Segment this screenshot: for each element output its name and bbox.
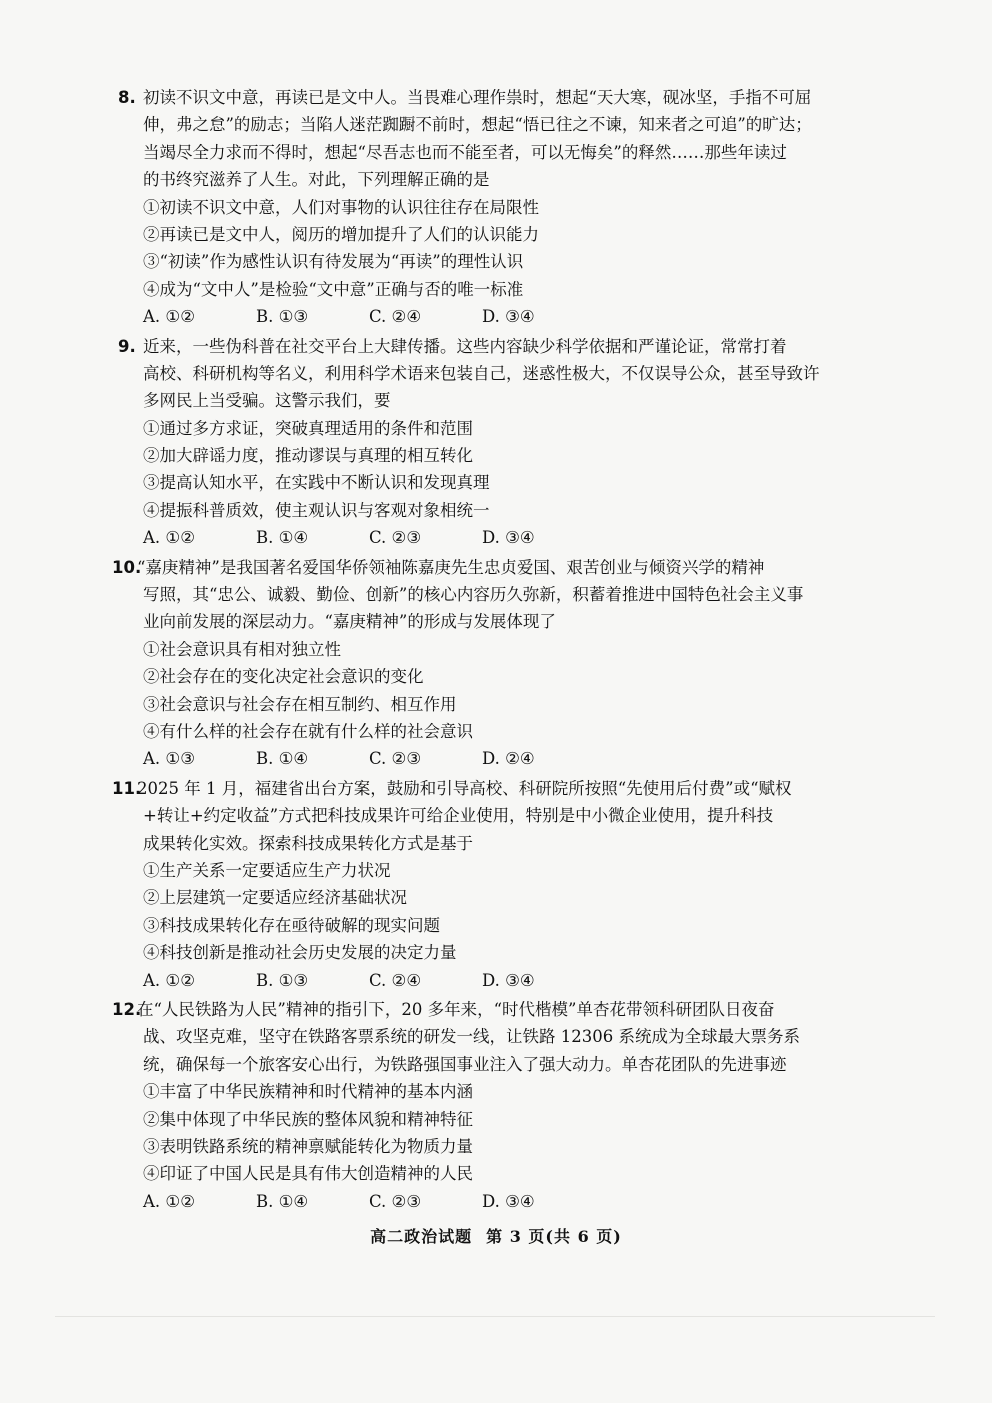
exam-title: 高二政治试题: [370, 1227, 473, 1246]
statement-option: ②社会存在的变化决定社会意识的变化: [143, 667, 424, 687]
question-number: 9.: [118, 336, 136, 356]
question-stem-line: 高校、科研机构等名义，利用科学术语来包装自己，迷惑性极大，不仅误导公众，甚至导致许: [143, 363, 820, 383]
choice-d: D. ②④: [482, 749, 535, 769]
statement-option: ③提高认知水平，在实践中不断认识和发现真理: [143, 473, 490, 493]
statement-option: ④科技创新是推动社会历史发展的决定力量: [143, 943, 457, 963]
question-9: [118, 333, 868, 552]
statement-option: ①初读不识文中意，人们对事物的认识往往存在局限性: [143, 197, 539, 217]
statement-option: ①通过多方求证，突破真理适用的条件和范围: [143, 418, 473, 438]
choice-c: C. ②④: [369, 307, 422, 327]
question-stem-line: 统，确保每一个旅客安心出行，为铁路强国事业注入了强大动力。单杏花团队的先进事迹: [143, 1054, 787, 1074]
statement-option: ③科技成果转化存在亟待破解的现实问题: [143, 915, 440, 935]
question-number: 11.: [112, 778, 142, 798]
question-10: [112, 554, 868, 773]
choice-a: A. ①③: [143, 749, 195, 769]
answer-choices: [118, 1188, 868, 1215]
question-stem-line: 在“人民铁路为人民”精神的指引下，20 多年来，“时代楷模”单杏花带领科研团队日夜奋: [137, 999, 775, 1019]
choice-d: D. ③④: [482, 970, 535, 990]
statement-option: ④成为“文中人”是检验“文中意”正确与否的唯一标准: [143, 279, 524, 299]
choice-a: A. ①②: [143, 1191, 195, 1211]
choice-a: A. ①②: [143, 528, 195, 548]
page-number: 第 3 页(共 6 页): [486, 1227, 622, 1246]
question-stem-line: 的书终究滋养了人生。对此，下列理解正确的是: [143, 170, 490, 190]
statement-option: ③社会意识与社会存在相互制约、相互作用: [143, 694, 457, 714]
question-number: 12.: [112, 999, 142, 1019]
question-stem-line: “嘉庚精神”是我国著名爱国华侨领袖陈嘉庚先生忠贞爱国、艰苦创业与倾资兴学的精神: [137, 557, 765, 577]
question-11: [112, 775, 868, 994]
choice-d: D. ③④: [482, 528, 535, 548]
statement-option: ④有什么样的社会存在就有什么样的社会意识: [143, 722, 473, 742]
question-stem-line: 战、攻坚克难，坚守在铁路客票系统的研发一线，让铁路 12306 系统成为全球最大票务系: [143, 1027, 800, 1047]
question-stem-line: 2025 年 1 月，福建省出台方案，鼓励和引导高校、科研院所按照“先使用后付费”或“赋权: [137, 778, 792, 798]
statement-option: ②集中体现了中华民族的整体风貌和精神特征: [143, 1109, 473, 1129]
statement-option: ①社会意识具有相对独立性: [143, 639, 341, 659]
statement-option: ④印证了中国人民是具有伟大创造精神的人民: [143, 1164, 473, 1184]
choice-c: C. ②④: [369, 970, 422, 990]
question-12: [112, 996, 868, 1215]
statement-option: ③“初读”作为感性认识有待发展为“再读”的理性认识: [143, 252, 524, 272]
statement-option: ③表明铁路系统的精神禀赋能转化为物质力量: [143, 1136, 473, 1156]
question-stem-line: 写照，其“忠公、诚毅、勤俭、创新”的核心内容历久弥新，积蓄着推进中国特色社会主义事: [143, 585, 804, 605]
answer-choices: [118, 967, 868, 994]
choice-b: B. ①④: [256, 749, 309, 769]
choice-b: B. ①④: [256, 1191, 309, 1211]
statement-option: ②再读已是文中人，阅历的增加提升了人们的认识能力: [143, 224, 539, 244]
question-stem-line: 业向前发展的深层动力。“嘉庚精神”的形成与发展体现了: [143, 612, 556, 632]
question-list: [112, 84, 868, 1217]
question-8: [118, 84, 868, 331]
question-stem-line: 近来，一些伪科普在社交平台上大肆传播。这些内容缺少科学依据和严谨论证，常常打着: [143, 336, 787, 356]
choice-b: B. ①③: [256, 970, 309, 990]
statement-option: ①丰富了中华民族精神和时代精神的基本内涵: [143, 1082, 473, 1102]
choice-a: A. ①②: [143, 970, 195, 990]
statement-option: ④提振科普质效，使主观认识与客观对象相统一: [143, 500, 490, 520]
statement-option: ②上层建筑一定要适应经济基础状况: [143, 888, 407, 908]
choice-c: C. ②③: [369, 749, 422, 769]
question-stem-line: 伸，弗之怠”的励志；当陷人迷茫踟蹰不前时，想起“悟已往之不谏，知来者之可追”的旷达；: [143, 115, 812, 135]
choice-a: A. ①②: [143, 307, 195, 327]
choice-c: C. ②③: [369, 1191, 422, 1211]
choice-d: D. ③④: [482, 307, 535, 327]
answer-choices: [118, 303, 868, 330]
choice-b: B. ①④: [256, 528, 309, 548]
question-stem-line: 当竭尽全力求而不得时，想起“尽吾志也而不能至者，可以无悔矣”的释然……那些年读过: [143, 142, 787, 162]
choice-c: C. ②③: [369, 528, 422, 548]
choice-d: D. ③④: [482, 1191, 535, 1211]
divider: [55, 1316, 935, 1317]
question-stem-line: 多网民上当受骗。这警示我们，要: [143, 391, 391, 411]
answer-choices: [118, 745, 868, 772]
question-stem-line: +转让+约定收益”方式把科技成果许可给企业使用，特别是中小微企业使用，提升科技: [143, 806, 774, 826]
question-stem-line: 成果转化实效。探索科技成果转化方式是基于: [143, 833, 473, 853]
statement-option: ②加大辟谣力度，推动谬误与真理的相互转化: [143, 446, 473, 466]
question-stem-line: 初读不识文中意，再读已是文中人。当畏难心理作祟时，想起“天大寒，砚冰坚，手指不可屈: [143, 88, 812, 107]
page-footer: [0, 1224, 992, 1247]
choice-b: B. ①③: [256, 307, 309, 327]
question-number: 8.: [118, 88, 136, 107]
statement-option: ①生产关系一定要适应生产力状况: [143, 860, 391, 880]
question-number: 10.: [112, 557, 142, 577]
answer-choices: [118, 524, 868, 551]
